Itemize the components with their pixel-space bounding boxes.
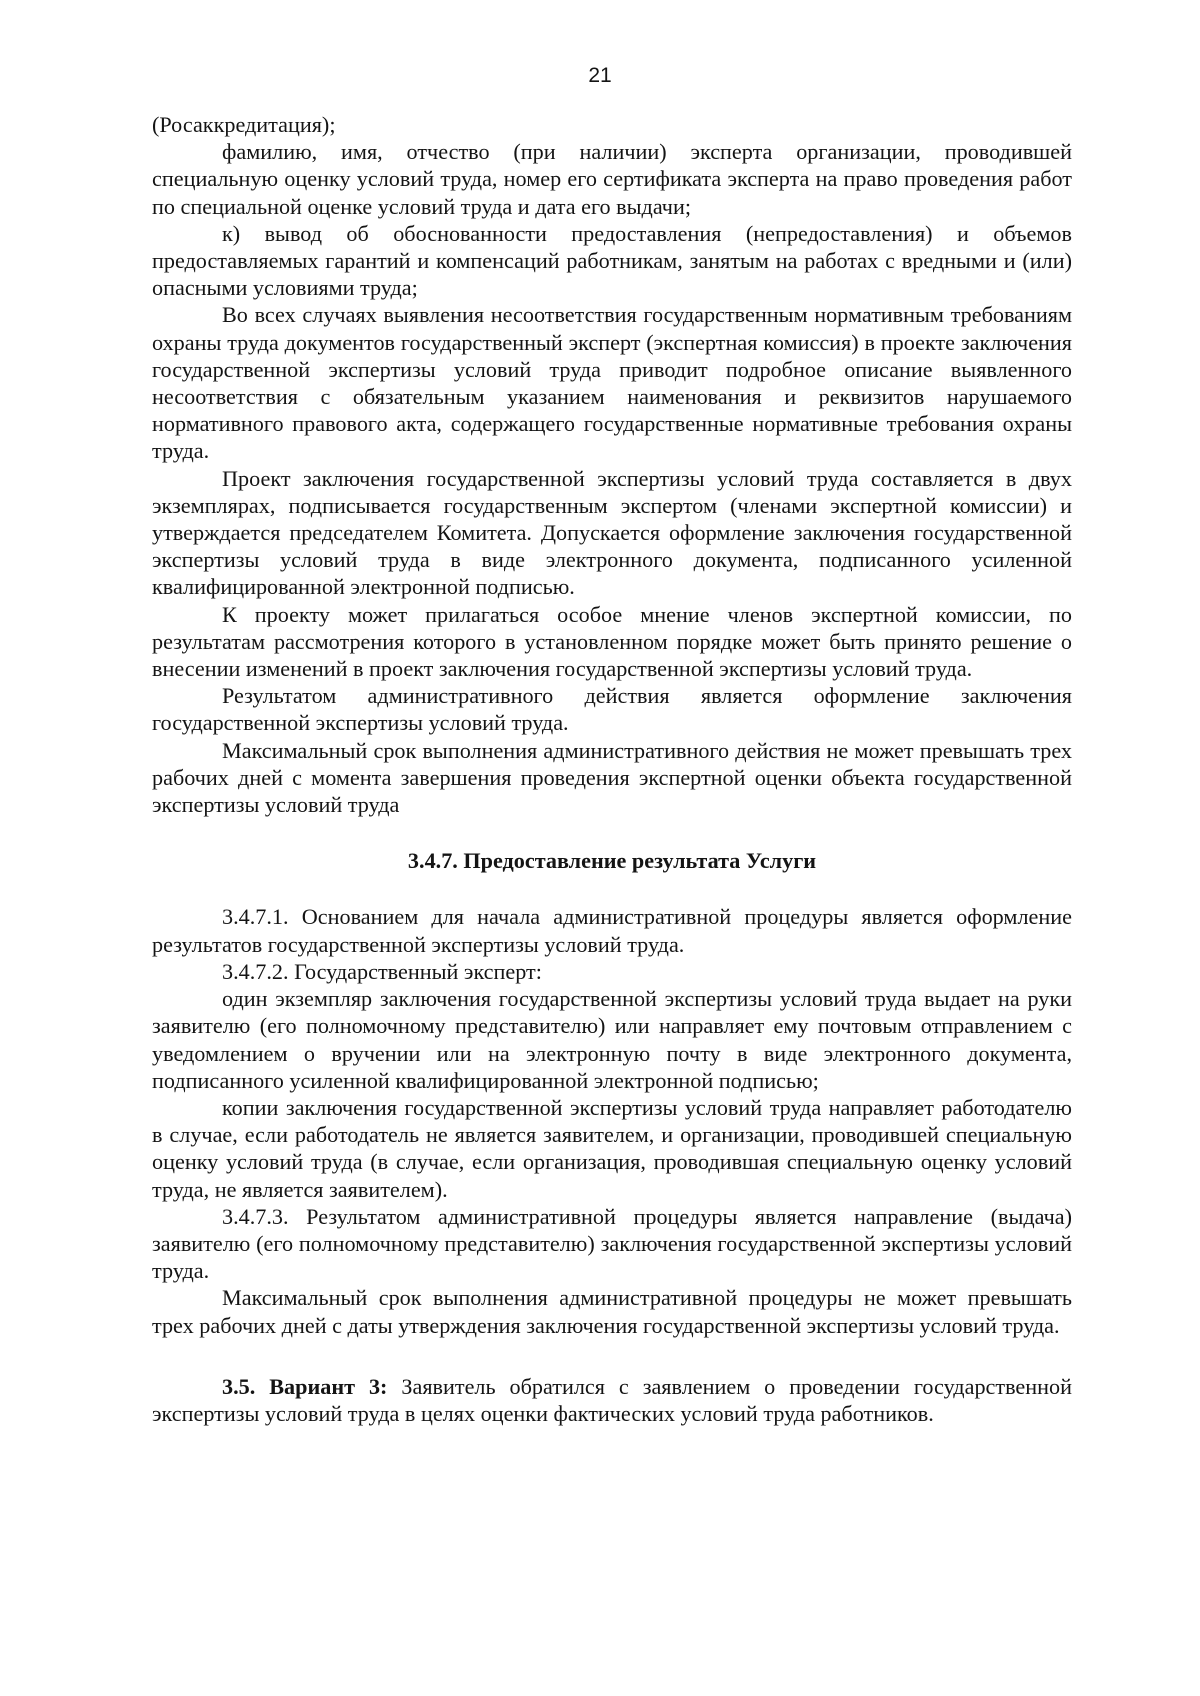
page-number: 21 bbox=[588, 64, 612, 87]
document-body bbox=[152, 111, 1072, 1427]
paragraph: Проект заключения государственной экспертизы условий труда составляется в двух экземплярах, подписывается государственным экспертом (членами экспертной комиссии) и утверждается председателем Комитета. Допускается оформление заключения государственной экспертизы условий труда в виде электронного документа, подписанного усиленной квалифицированной электронной подписью. bbox=[152, 465, 1072, 600]
paragraph: 3.4.7.1. Основанием для начала административной процедуры является оформление результатов государственной экспертизы условий труда. bbox=[152, 904, 1072, 957]
paragraph: копии заключения государственной экспертизы условий труда направляет работодателю в случае, если работодатель не является заявителем, и организации, проводившей специальную оценку условий труда (в случае, если организация, проводившая специальную оценку условий труда, не является заявителем). bbox=[152, 1094, 1072, 1202]
paragraph: 3.4.7.3. Результатом административной процедуры является направление (выдача) заявителю (его полномочному представителю) заключения государственной экспертизы условий труда. bbox=[152, 1203, 1072, 1284]
paragraph: фамилию, имя, отчество (при наличии) эксперта организации, проводившей специальную оценку условий труда, номер его сертификата эксперта на право проведения работ по специальной оценке условий труда и дата его выдачи; bbox=[152, 139, 1072, 219]
paragraph: Максимальный срок выполнения административной процедуры не может превышать трех рабочих дней с даты утверждения заключения государственной экспертизы условий труда. bbox=[152, 1285, 1072, 1338]
variant-label: 3.5. Вариант 3: bbox=[222, 1373, 388, 1399]
variant-text: Заявитель обратился с заявлением о проведении государственной экспертизы условий труда в целях оценки фактических условий труда работников. bbox=[152, 1373, 1072, 1426]
paragraph: Максимальный срок выполнения административного действия не может превышать трех рабочих дней с момента завершения проведения экспертной оценки объекта государственной экспертизы условий труда bbox=[152, 737, 1072, 818]
paragraph: к) вывод об обоснованности предоставления (непредоставления) и объемов предоставляемых гарантий и компенсаций работникам, занятым на работах с вредными и (или) опасными условиями труда; bbox=[152, 220, 1072, 301]
paragraph: 3.4.7.2. Государственный эксперт: bbox=[222, 958, 542, 984]
paragraph: Результатом административного действия является оформление заключения государственной экспертизы условий труда. bbox=[152, 683, 1072, 736]
paragraph: Во всех случаях выявления несоответствия государственным нормативным требованиям охраны труда документов государственный эксперт (экспертная комиссия) в проекте заключения государственной экспертизы условий труда приводит подробное описание выявленного несоответствия с обязательным указанием наименования и реквизитов нарушаемого нормативного правового акта, содержащего государственные нормативные требования охраны труда. bbox=[152, 302, 1072, 464]
paragraph: один экземпляр заключения государственной экспертизы условий труда выдает на руки заявителю (его полномочному представителю) или направляет ему почтовым отправлением с уведомлением о вручении или на электронную почту в виде электронного документа, подписанного усиленной квалифицированной электронной подписью; bbox=[152, 986, 1072, 1093]
paragraph: (Росаккредитация); bbox=[152, 112, 336, 137]
paragraph: К проекту может прилагаться особое мнение членов экспертной комиссии, по результатам рассмотрения которого в установленном порядке может быть принято решение о внесении изменений в проект заключения государственной экспертизы условий труда. bbox=[152, 601, 1072, 682]
section-heading: 3.4.7. Предоставление результата Услуги bbox=[407, 848, 817, 874]
variant-paragraph bbox=[152, 1373, 1072, 1427]
